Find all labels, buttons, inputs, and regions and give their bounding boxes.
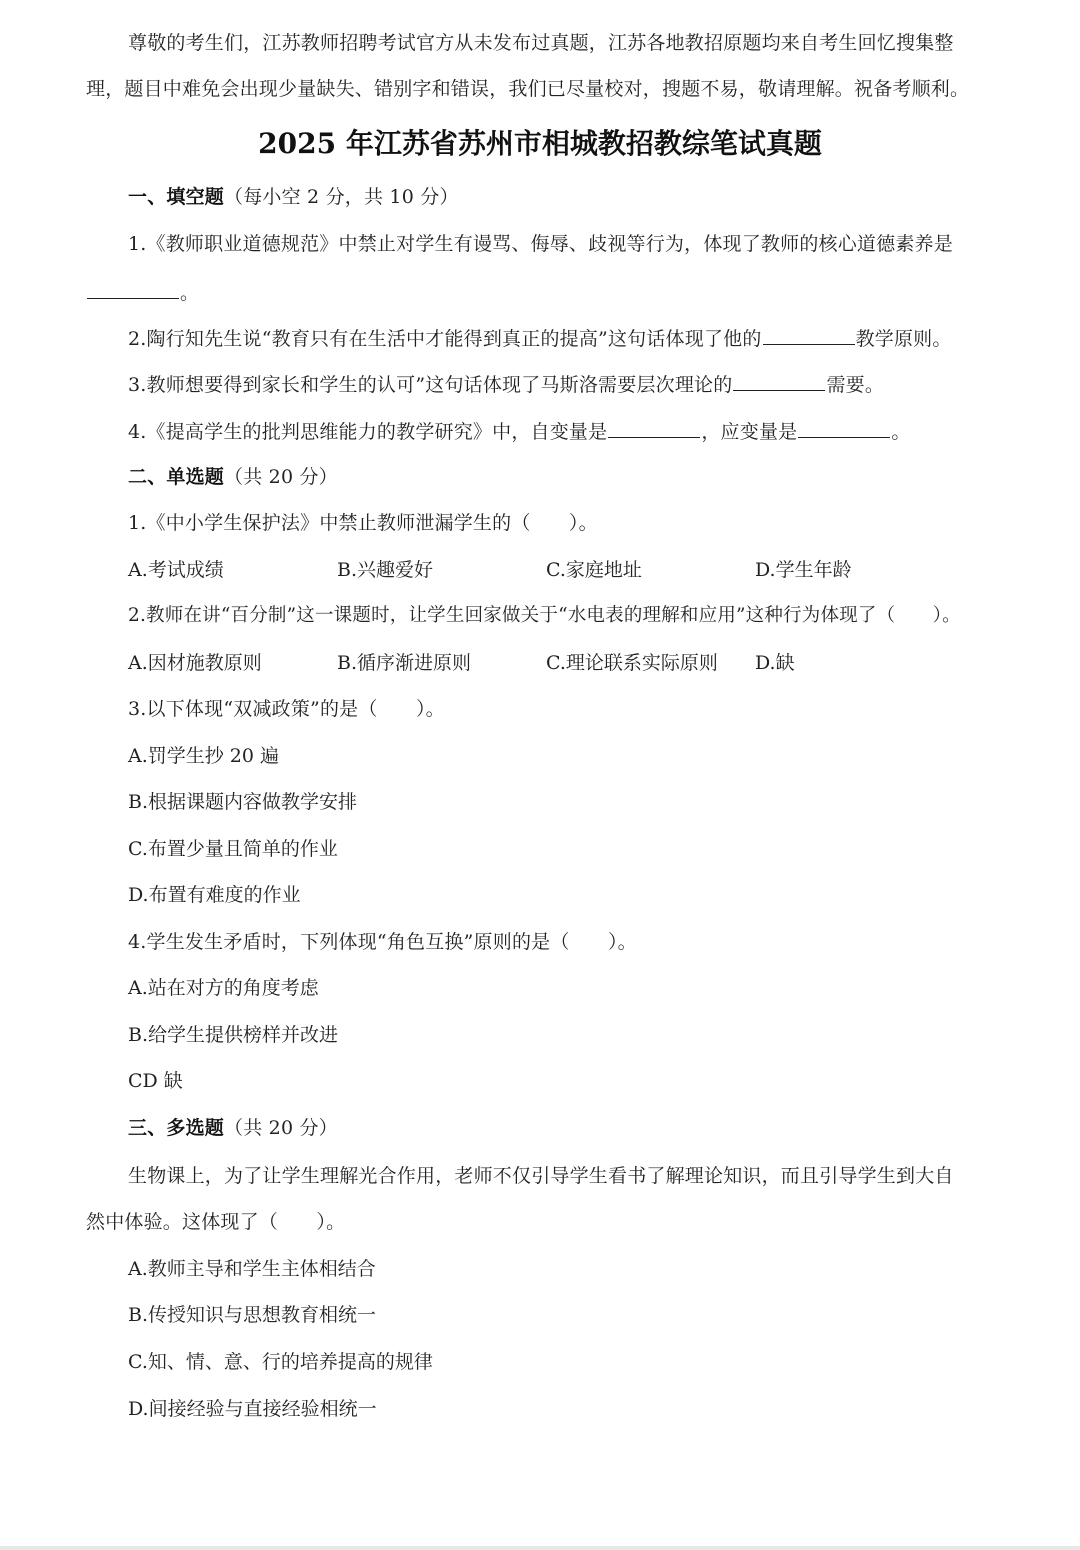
- s2-q3-option-a: A.罚学生抄 20 遍: [128, 745, 280, 767]
- s2-q1: 1.《中小学生保护法》中禁止教师泄漏学生的（ ）。: [128, 512, 598, 534]
- s2-q2: 2.教师在讲“百分制”这一课题时，让学生回家做关于“水电表的理解和应用”这种行为体现了（ ）。: [128, 605, 961, 626]
- s2-q2-option-a: A.因材施教原则: [128, 652, 262, 674]
- s2-q4-option-a: A.站在对方的角度考虑: [128, 977, 319, 999]
- s2-q1-option-a: A.考试成绩: [128, 559, 224, 581]
- s2-q4: 4.学生发生矛盾时，下列体现“角色互换”原则的是（ ）。: [128, 931, 637, 953]
- section2-note: （共 20 分）: [224, 466, 338, 488]
- s3-q1-option-b: B.传授知识与思想教育相统一: [128, 1304, 377, 1326]
- s1-q4: [128, 417, 911, 446]
- section1-note: （每小空 2 分，共 10 分）: [224, 186, 459, 208]
- s2-q1-option-b: B.兴趣爱好: [337, 559, 434, 581]
- s1-q3-after: 需要。: [826, 374, 885, 396]
- s3-q1-option-d: D.间接经验与直接经验相统一: [128, 1398, 377, 1420]
- s2-q2-option-b: B.循序渐进原则: [337, 652, 472, 674]
- section1-title: 一、填空题: [128, 186, 225, 208]
- notice-line-1: 尊敬的考生们，江苏教师招聘考试官方从未发布过真题，江苏各地教招原题均来自考生回忆搜集整: [128, 32, 954, 54]
- s1-q4-before: 4.《提高学生的批判思维能力的教学研究》中，自变量是: [128, 421, 608, 443]
- s3-q1-option-a: A.教师主导和学生主体相结合: [128, 1258, 376, 1280]
- s2-q3-option-b: B.根据课题内容做教学安排: [128, 791, 358, 813]
- s2-q2-option-c: C.理论联系实际原则: [546, 652, 718, 674]
- s3-q1-line2: 然中体验。这体现了（ ）。: [86, 1211, 346, 1233]
- s1-q2-after: 教学原则。: [855, 328, 952, 350]
- s2-q1-option-d: D.学生年龄: [755, 559, 852, 581]
- page-title: 2025 年江苏省苏州市相城教招教综笔试真题: [258, 127, 822, 160]
- s1-q3: [128, 370, 884, 399]
- s1-q4-mid: ，应变量是: [701, 421, 798, 443]
- section3-note: （共 20 分）: [224, 1117, 338, 1139]
- s2-q3-option-c: C.布置少量且简单的作业: [128, 838, 338, 860]
- s1-q3-before: 3.教师想要得到家长和学生的认可”这句话体现了马斯洛需要层次理论的: [128, 374, 733, 396]
- answer-blank: [763, 324, 855, 345]
- answer-blank: [87, 278, 179, 299]
- section3-heading: [128, 1114, 338, 1142]
- s1-q1-line1: 1.《教师职业道德规范》中禁止对学生有谩骂、侮辱、歧视等行为，体现了教师的核心道德素养是: [128, 233, 953, 255]
- page-bottom-edge: [0, 1546, 1080, 1550]
- s1-q1-end: 。: [180, 282, 200, 304]
- section2-title: 二、单选题: [128, 466, 225, 488]
- answer-blank: [733, 370, 825, 391]
- s2-q2-option-d: D.缺: [755, 652, 795, 674]
- answer-blank: [798, 417, 890, 438]
- s2-q4-option-b: B.给学生提供榜样并改进: [128, 1024, 339, 1046]
- section1-heading: [128, 183, 459, 211]
- s2-q3: 3.以下体现“双减政策”的是（ ）。: [128, 698, 445, 720]
- s2-q3-option-d: D.布置有难度的作业: [128, 884, 301, 906]
- section2-heading: [128, 463, 338, 491]
- section3-title: 三、多选题: [128, 1117, 225, 1139]
- s1-q4-after: 。: [891, 421, 911, 443]
- s1-q2-before: 2.陶行知先生说“教育只有在生活中才能得到真正的提高”这句话体现了他的: [128, 328, 762, 350]
- s3-q1-line1: 生物课上，为了让学生理解光合作用，老师不仅引导学生看书了解理论知识，而且引导学生到大自: [128, 1165, 954, 1187]
- s1-q1-line2: [86, 278, 199, 307]
- s2-q4-option-cd: CD 缺: [128, 1070, 183, 1092]
- s2-q1-option-c: C.家庭地址: [546, 559, 642, 581]
- s3-q1-option-c: C.知、情、意、行的培养提高的规律: [128, 1351, 433, 1373]
- s1-q2: [128, 324, 952, 353]
- notice-line-2: 理，题目中难免会出现少量缺失、错别字和错误，我们已尽量校对，搜题不易，敬请理解。祝备考顺利。: [86, 78, 970, 100]
- answer-blank: [608, 417, 700, 438]
